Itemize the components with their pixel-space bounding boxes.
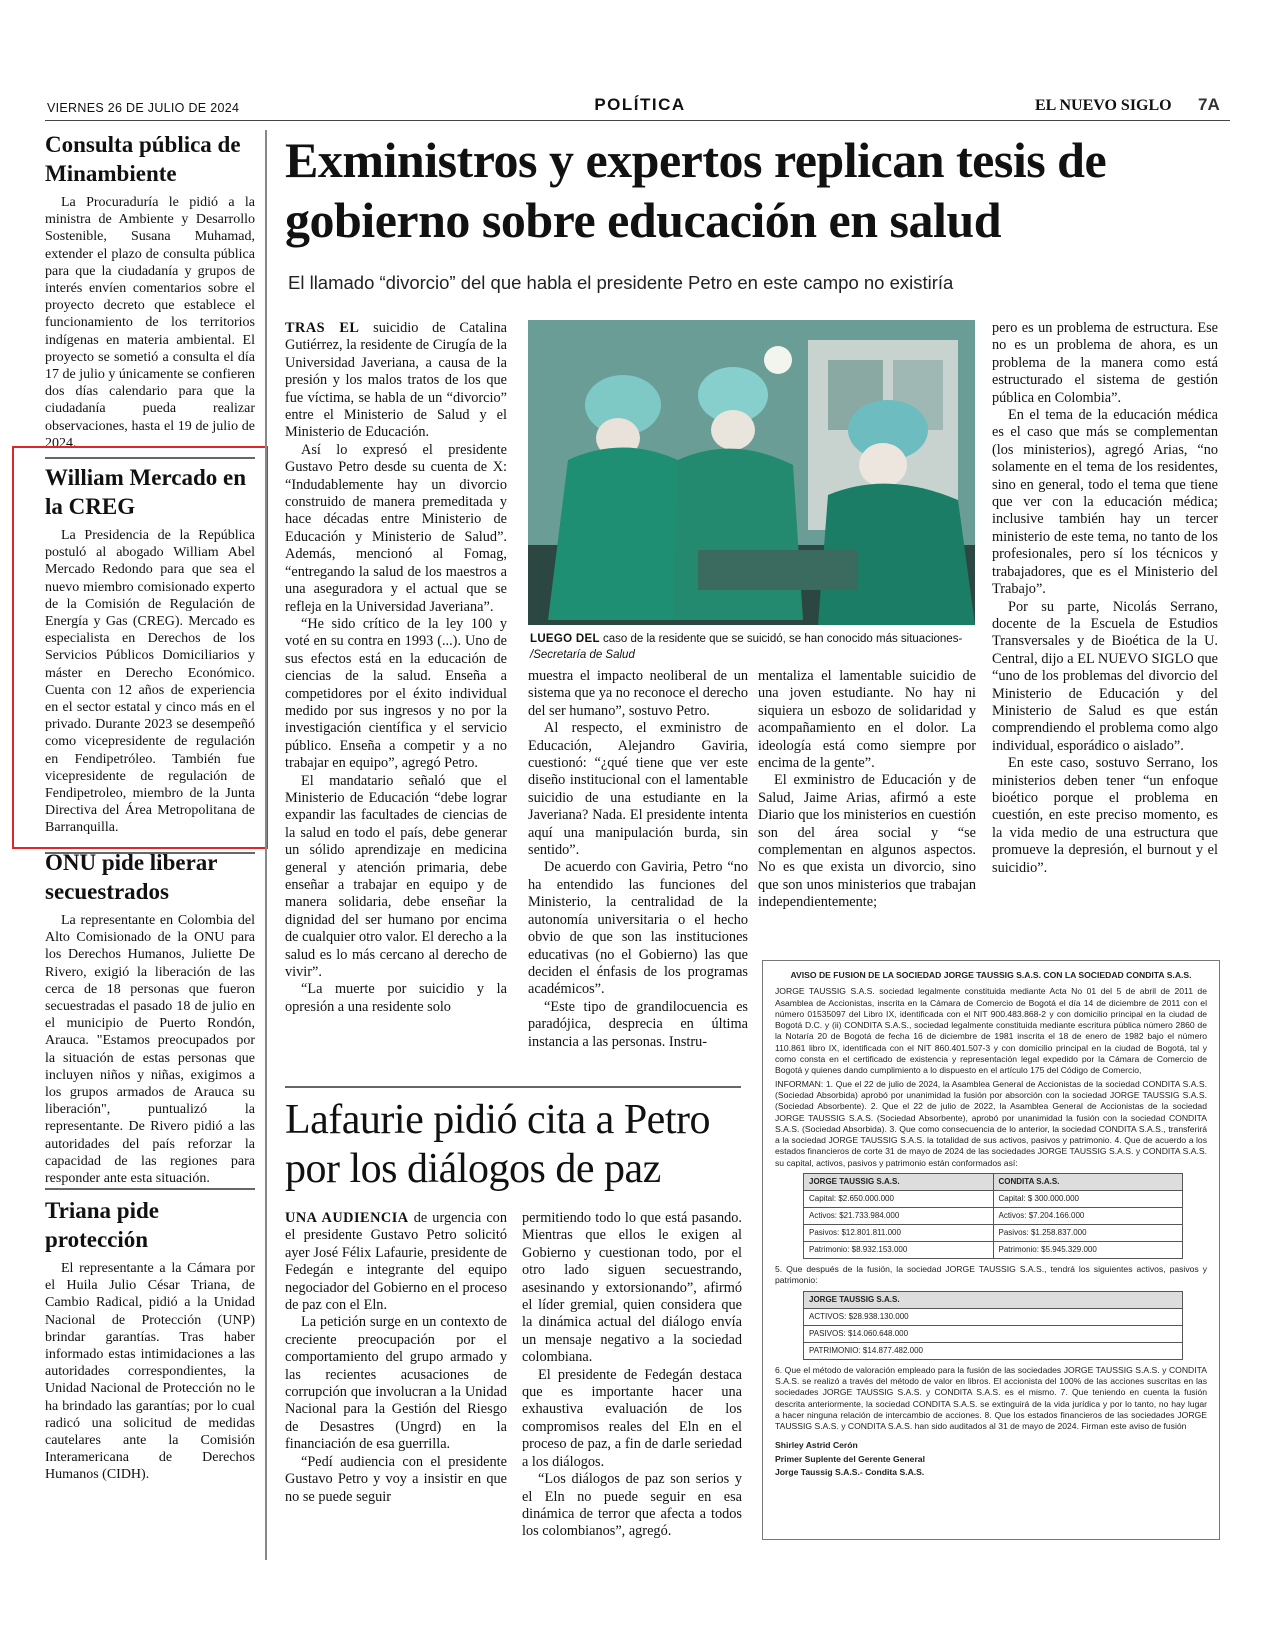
table-row [804,1242,1183,1259]
notice-title: AVISO DE FUSION DE LA SOCIEDAD JORGE TAUSSIG S.A.S. CON LA SOCIEDAD CONDITA S.A.S. [790,970,1192,980]
paragraph: de urgencia con el presidente Gustavo Petro solicitó ayer José Félix Lafaurie, presidente de Fedegán e integrante del equipo negociador del Gobierno en el proceso de paz con el Eln. [285,1210,507,1314]
lead-in: TRAS EL [285,320,360,336]
brief-body [45,527,255,837]
brief-text: La representante en Colombia del Alto Comisionado de la ONU para los Derechos Humanos, Juliette De Rivero, exigió la liberación de las cerca de 18 personas que fueron secuestradas el pasado 18 de julio en el municipio de Puerto Rondón, Arauca. "Estamos preocupados por la situación de estas personas que incluyen niños y niñas, exigimos a los grupos armados de Arauca su liberación", puntualizó la representante. De Rivero pidió a las autoridades del país reforzar la capacidad de las regiones para responder ante esta situación. [45,913,255,1187]
sidebar-brief-1 [45,130,255,452]
header-rule [45,120,1230,121]
main-headline: Exministros y expertos replican tesis de gobierno sobre educación en salud [285,132,1107,248]
page-number: 7A [1198,95,1220,114]
brief-title: Consulta pública de Minambiente [45,132,241,186]
sidebar-brief-3 [45,848,255,1187]
notice-paragraph: 6. Que el método de valoración empleado para la fusión de las sociedades JORGE TAUSSIG S.A.S. y CONDITA S.A.S. se realizó a través del método de valor en libros. El accionista del 100% de las acciones suscritas en las sociedades JORGE TAUSSIG S.A.S. y CONDITA S.A.S. es el mismo. 7. Que teniendo en cuenta la fusión descrita anteriormente, la sociedad CONDITA S.A.S. se extinguirá de la vida jurídica y por lo tanto, no hay lugar a hacer ninguna relación de intercambio de acciones. 8. Que los estados financieros de las sociedades JORGE TAUSSIG S.A.S. y CONDITA S.A.S. han sido auditados al 31 de mayo de 2024. Firman este aviso de fusión [775,1364,1207,1432]
brief-title: ONU pide liberar secuestrados [45,850,218,904]
edition-date: VIERNES 26 DE JULIO DE 2024 [47,101,240,115]
paragraph: Por su parte, Nicolás Serrano, docente de la Escuela de Estudios Transversales y de Bioética de la U. Central, dijo a EL NUEVO SIGLO que “uno de los problemas del divorcio del Ministerio de Educación y del Ministerio de Salud es que están comprendiendo el problema como algo individual, esporádico o aislado”. [992,598,1218,754]
paragraph: “La muerte por suicidio y la opresión a una residente solo [285,981,507,1015]
second-headline: Lafaurie pidió cita a Petro por los diálogos de paz [285,1097,710,1192]
brief-text: La Procuraduría le pidió a la ministra de Ambiente y Desarrollo Sostenible, Susana Muhamad, extender el plazo de consulta pública para que la ciudadanía y grupos de interés envíen comentarios sobre el proyecto decreto que establece el funcionamiento de los territorios indígenas en materia ambiental. El proyecto se sometió a consulta el día 17 de julio y únicamente se confieren dos días calendario para que la ciudadanía pueda realizar observaciones, hasta el 19 de julio de 2024. [45,195,255,451]
table-cell: ACTIVOS: $28.938.130.000 [804,1308,1183,1325]
brief-title: William Mercado en la CREG [45,465,247,519]
paragraph: El exministro de Educación y de Salud, Jaime Arias, afirmó a este Diario que los ministerios en cuestión son del área social y “se complementan en algunos aspectos. No es que exista un divorcio, sino que son unos ministerios que trabajan independientemente; [758,772,976,911]
table-header: JORGE TAUSSIG S.A.S. [804,1291,1183,1308]
photo-credit: /Secretaría de Salud [530,649,635,661]
paragraph: El mandatario señaló que el Ministerio de Educación “debe lograr expandir las facultades de ciencias de la salud en todo el país, debe generar un sólido aprendizaje en medicina general y atención primaria, debe enseñar a trabajar en equipo y de manera solidaria, debe enseñar la dignidad del ser humano por encima de cualquier otro valor. El derecho a la salud es lo más cercano al derecho de vivir”. [285,772,507,981]
paragraph: muestra el impacto neoliberal de un sistema que ya no reconoce el derecho del ser humano”, sostuvo Petro. [528,668,748,719]
paragraph: De acuerdo con Gaviria, Petro “no ha entendido las funciones del Ministerio, la centralidad de la autonomía universitaria o el hecho obvio de que son las instituciones educativas (no el Gobierno) las que deciden el énfasis de los programas académicos”. [528,859,748,998]
photo-caption [530,631,975,663]
section-divider [45,457,255,459]
surgery-photo [528,320,975,625]
surgery-illustration [528,320,975,625]
paragraph: suicidio de Catalina Gutiérrez, la residente de Cirugía de la Universidad Javeriana, a causa de la presión y los malos tratos de los que fue víctima, se habla de un “divorcio” entre el Ministerio de Salud y el Ministerio de Educación. [285,320,507,441]
paragraph: “Pedí audiencia con el presidente Gustavo Petro y voy a insistir en que no se puede seguir [285,1453,507,1505]
table-cell: Activos: $21.733.984.000 [804,1208,994,1225]
table-cell: Pasivos: $1.258.837.000 [993,1225,1183,1242]
table-cell: PATRIMONIO: $14.877.482.000 [804,1342,1183,1359]
paragraph: “He sido crítico de la ley 100 y voté en su contra en 1993 (...). Uno de sus efectos está en la educación de ciencias de la salud. Enseña a competidores por el éxito individual medido por sus ingresos y no por la investigación científica y el servicio público. Enseña a competir y a no trabajar en equipo”, agregó Petro. [285,615,507,772]
notice-paragraph: JORGE TAUSSIG S.A.S. sociedad legalmente constituida mediante Acta No 01 del 5 de abril de 2011 de Asamblea de Accionistas, inscrita en la Cámara de Comercio de Bogotá el día 14 de diciembre de 2011 con el número 01535097 del Libro IX, identificada con el NIT 900.483.868-2 y con domicilio principal en la ciudad de Bogotá D.C. y (ii) CONDITA S.A.S., sociedad legalmente constituida mediante escritura pública número 2860 de la Notaría 20 de Bogotá de fecha 16 de diciembre de 1981 inscrita el 18 de enero de 1982 bajo el número 110.861 libro IX, identificada con el NIT 860.401.507-3 y con domicilio principal en la ciudad de Bogotá, tal y como consta en el certificado de existencia y representación legal expedido por la Cámara de Comercio de Bogotá y quienes dando cumplimiento a lo dispuesto en el artículo 175 del Código de Comercio, [775,986,1207,1076]
table-cell: Capital: $ 300.000.000 [993,1191,1183,1208]
main-column-1 [285,320,507,1016]
paragraph: mentaliza el lamentable suicidio de una joven estudiante. No hay ni siquiera un esbozo de solidaridad y acompañamiento en el dolor. La ideología está como siempre por encima de la gente”. [758,668,976,772]
notice-paragraph: INFORMAN: 1. Que el 22 de julio de 2024, la Asamblea General de Accionistas de la sociedad CONDITA S.A.S. (Sociedad Absorbida) aprobó por unanimidad la fusión por absorción con la sociedad JORGE TAUSSIG S.A.S. (Sociedad Absorbente). 2. Que el 22 de julio de 2022, la Asamblea General de Accionistas de la sociedad JORGE TAUSSIG S.A.S. (Sociedad Absorbente), aprobó por unanimidad la fusión con la sociedad CONDITA S.A.S. (Sociedad Absorbida). 3. Que como consecuencia de lo anterior, la sociedad CONDITA S.A.S., transferirá a la sociedad JORGE TAUSSIG S.A.S. la totalidad de sus activos, pasivos y patrimonio. 4. Que de acuerdo a los estados financieros de corte 31 de mayo de 2024 de las sociedades JORGE TAUSSIG S.A.S. y CONDITA S.A.S. su capital, activos, pasivos y patrimonio están conformados así: [775,1078,1207,1168]
table-cell: Patrimonio: $5.945.329.000 [993,1242,1183,1259]
notice-paragraph: 5. Que después de la fusión, la sociedad JORGE TAUSSIG S.A.S., tendrá los siguientes activos, pasivos y patrimonio: [775,1264,1207,1286]
paragraph: En el tema de la educación médica es el caso que más se complementan (los ministerios), agregó Arias, “no solamente en el tema de los residentes, sino en general, todo el tema que tiene que ver con la educación médica; inclusive también hay un tercer ministerio de este tema, no tanto de los profesionales, pero sí los técnicos y trabajadores, que es el Ministerio del Trabajo”. [992,407,1218,598]
lead-in: UNA AUDIENCIA [285,1210,409,1226]
table-row [804,1342,1183,1359]
section-divider [45,1188,255,1190]
newspaper-brand: EL NUEVO SIGLO [1035,97,1172,114]
paragraph: El presidente de Fedegán destaca que es importante hacer una exhaustiva evaluación de los compromisos reales del Eln en el proceso de paz, a fin de darle seriedad a los diálogos. [522,1366,742,1470]
main-column-2 [528,668,748,1051]
capital-table [803,1173,1183,1259]
paragraph: Al respecto, el exministro de Educación, Alejandro Gaviria, cuestionó: “¿qué tiene que ver este diseño institucional con el lamentable suicidio de una estudiante en la Javeriana? Nada. El presidente intenta aquí una manipulación burda, sin sentido”. [528,720,748,859]
table-row [804,1191,1183,1208]
brief-text: El representante a la Cámara por el Huila Julio César Triana, de Cambio Radical, pidió a la Unidad Nacional de Protección (UNP) brindar garantías. Tras haber informado estas intimidaciones a las autoridades correspondientes, la Unidad Nacional de Protección no le ha brindado las garantías; por lo cual radicó una solicitud de medidas cautelares ante la Comisión Interamericana de Derechos Humanos (CIDH). [45,1261,255,1483]
sidebar-brief-4 [45,1196,255,1484]
brief-body [45,912,255,1187]
signature-name: Shirley Astrid Cerón [775,1440,858,1451]
table-header: CONDITA S.A.S. [993,1174,1183,1191]
story-divider [285,1086,741,1088]
caption-text: caso de la residente que se suicidó, se han conocido más situaciones- [603,633,963,645]
brief-title: Triana pide protección [45,1198,159,1252]
table-row [804,1208,1183,1225]
table-cell: Activos: $7.204.166.000 [993,1208,1183,1225]
table-row [804,1325,1183,1342]
second-column-1 [285,1210,507,1506]
section-name: POLÍTICA [594,95,686,114]
main-column-4 [992,320,1218,877]
paragraph: En este caso, sostuvo Serrano, los ministerios deben tener “un enfoque bioético porque el problema en cuestión, en este preciso momento, es la vida medio de una estructura que promueve la depresión, el burnout y el suicidio”. [992,755,1218,876]
paragraph: pero es un problema de estructura. Ese no es un problema de ahora, es un problema de la manera como está estructurado el sistema de gestión pública en Colombia”. [992,320,1218,406]
paragraph: La petición surge en un contexto de creciente preocupación por el comportamiento del grupo armado y las recientes acusaciones de corrupción que involucran a la Unidad Nacional para la Gestión del Riesgo de Desastres (Ungrd) en la financiación de esa guerrilla. [285,1314,507,1453]
main-subtitle: El llamado “divorcio” del que habla el presidente Petro en este campo no existiría [288,272,954,293]
table-cell: Capital: $2.650.000.000 [804,1191,994,1208]
table-row [804,1225,1183,1242]
table-cell: Pasivos: $12.801.811.000 [804,1225,994,1242]
second-column-2 [522,1210,742,1541]
brief-body [45,194,255,452]
signature-role: Primer Suplente del Gerente General [775,1453,925,1464]
paragraph: “Los diálogos de paz son serios y el Eln no puede seguir en esa dinámica de terror que afecta a todos los colombianos”, agregó. [522,1471,742,1540]
paragraph: “Este tipo de grandilocuencia es paradójica, desprecia en última instancia a las personas. Instru- [528,998,748,1050]
signature-company: Jorge Taussig S.A.S.- Condita S.A.S. [775,1467,925,1478]
column-divider [265,130,267,1560]
table-cell: Patrimonio: $8.932.153.000 [804,1242,994,1259]
table-cell: PASIVOS: $14.060.648.000 [804,1325,1183,1342]
sidebar-brief-2 [45,463,255,837]
main-column-3 [758,668,976,912]
legal-notice [762,960,1220,1540]
paragraph: Así lo expresó el presidente Gustavo Petro desde su cuenta de X: “Indudablemente hay un divorcio construido de manera premeditada y hace décadas entre Ministerio de Educación y Ministerio de Salud”. Además, mencionó al Fomag, “entregando la salud de los maestros a una aseguradora y el actual que se refleja en la Universidad Javeriana”. [285,441,507,615]
caption-lead: LUEGO DEL [530,633,600,645]
paragraph: permitiendo todo lo que está pasando. Mientras que ellos le exigen al Gobierno y cuestionan todo, por el otro lado siguen secuestrando, asesinando y extorsionando”, afirmó el líder gremial, quien considera que la dinámica actual del diálogo envía un mensaje negativo a la sociedad colombiana. [522,1210,742,1366]
brief-body [45,1260,255,1484]
post-fusion-table [803,1291,1183,1360]
table-header: JORGE TAUSSIG S.A.S. [804,1174,994,1191]
table-row [804,1308,1183,1325]
brief-text: La Presidencia de la República postuló al abogado William Abel Mercado Redondo para que sea el nuevo miembro comisionado experto de la Comisión de Regulación de Energía y Gas (CREG). Mercado es especialista en Derechos de los Servicios Públicos Domiciliarios y máster en Derecho Económico. Cuenta con 12 años de experiencia en el sector estatal y cinco más en el privado. Durante 2023 se desempeñó como vicepresidente de regulación en Fendipetróleo. También fue vicepresidente de regulación de Fendipetroleo, miembro de la Junta Directiva del Área Metropolitana de Barranquilla. [45,528,255,836]
